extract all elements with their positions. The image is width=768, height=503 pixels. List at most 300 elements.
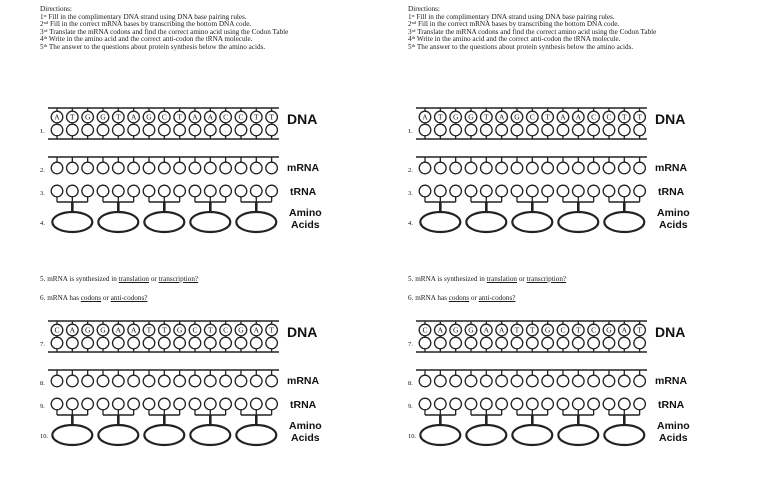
dna-base-letter: A xyxy=(483,325,490,335)
amino-label: Amino xyxy=(289,420,322,432)
dna-base-letter: A xyxy=(207,112,214,122)
mrna-base-circle xyxy=(603,162,615,174)
trna-base-circle xyxy=(266,398,278,410)
dna-base-letter: T xyxy=(484,112,489,122)
trna-base-circle xyxy=(128,185,140,197)
amino-acid-oval xyxy=(144,212,184,232)
amino-acid-oval xyxy=(512,425,552,445)
acids-label: Acids xyxy=(659,432,688,444)
dna-base-letter: A xyxy=(69,325,76,335)
trna-base-circle xyxy=(557,185,569,197)
dna-complement-circle xyxy=(573,337,585,349)
dna-complement-circle xyxy=(481,337,493,349)
amino-acid-oval xyxy=(604,425,644,445)
dna-base-letter: G xyxy=(468,325,474,335)
dna-base-letter: G xyxy=(468,112,474,122)
acids-label: Acids xyxy=(291,432,320,444)
trna-base-circle xyxy=(450,185,462,197)
dna-complement-circle xyxy=(465,124,477,136)
diagram-block-2 xyxy=(40,321,322,445)
amino-acid-oval xyxy=(466,425,506,445)
diagram-block-0 xyxy=(40,108,322,232)
dna-complement-circle xyxy=(128,337,140,349)
dna-complement-circle xyxy=(588,337,600,349)
amino-label: Amino xyxy=(657,207,690,219)
direction-step-3: 3rd Translate the mRNA codons and find the correct amino acid using the Codon Table xyxy=(408,27,657,36)
mrna-label: mRNA xyxy=(287,375,320,387)
dna-complement-circle xyxy=(634,124,646,136)
mrna-base-circle xyxy=(450,162,462,174)
trna-base-circle xyxy=(51,398,63,410)
mrna-base-circle xyxy=(435,162,447,174)
dna-base-letter: G xyxy=(100,112,106,122)
mrna-base-circle xyxy=(82,375,94,387)
amino-acid-oval xyxy=(52,425,92,445)
mrna-base-circle xyxy=(450,375,462,387)
dna-complement-circle xyxy=(128,124,140,136)
mrna-base-circle xyxy=(220,162,232,174)
amino-acid-oval xyxy=(558,425,598,445)
trna-base-circle xyxy=(435,398,447,410)
mrna-base-circle xyxy=(143,162,155,174)
mrna-base-circle xyxy=(235,162,247,174)
trna-base-circle xyxy=(97,398,109,410)
trna-base-circle xyxy=(511,185,523,197)
dna-complement-circle xyxy=(143,337,155,349)
amino-acid-oval xyxy=(98,212,138,232)
trna-base-circle xyxy=(588,185,600,197)
dna-complement-circle xyxy=(113,337,125,349)
dna-base-letter: C xyxy=(192,325,198,335)
dna-complement-circle xyxy=(465,337,477,349)
dna-base-letter: T xyxy=(576,325,581,335)
dna-base-letter: C xyxy=(606,112,612,122)
row-number: 3. xyxy=(408,190,413,197)
dna-complement-circle xyxy=(435,337,447,349)
direction-step-2: 2nd Fill in the correct mRNA bases by transcribing the bottom DNA code. xyxy=(408,20,620,29)
dna-base-letter: G xyxy=(606,325,612,335)
amino-acid-oval xyxy=(190,212,230,232)
dna-complement-circle xyxy=(97,124,109,136)
trna-base-circle xyxy=(97,185,109,197)
row-number: 2. xyxy=(40,167,45,174)
trna-base-circle xyxy=(573,398,585,410)
mrna-base-circle xyxy=(618,375,630,387)
dna-complement-circle xyxy=(220,337,232,349)
dna-base-letter: A xyxy=(54,112,60,122)
dna-complement-circle xyxy=(603,124,615,136)
trna-base-circle xyxy=(603,398,615,410)
trna-base-circle xyxy=(618,398,630,410)
trna-base-circle xyxy=(481,398,493,410)
dna-complement-circle xyxy=(419,337,431,349)
mrna-base-circle xyxy=(51,162,63,174)
mrna-base-circle xyxy=(573,375,585,387)
direction-step-3: 3rd Translate the mRNA codons and find the correct amino acid using the Codon Table xyxy=(40,27,289,36)
dna-complement-circle xyxy=(51,124,63,136)
mrna-base-circle xyxy=(97,375,109,387)
trna-base-circle xyxy=(618,185,630,197)
dna-base-letter: A xyxy=(437,325,444,335)
mrna-base-circle xyxy=(189,375,201,387)
trna-base-circle xyxy=(113,398,125,410)
acids-label: Acids xyxy=(291,219,320,231)
dna-base-letter: C xyxy=(54,325,60,335)
dna-complement-circle xyxy=(542,337,554,349)
dna-base-letter: G xyxy=(176,325,183,335)
trna-base-circle xyxy=(557,398,569,410)
mrna-base-circle xyxy=(250,375,262,387)
mrna-base-circle xyxy=(419,162,431,174)
mrna-base-circle xyxy=(557,162,569,174)
dna-complement-circle xyxy=(557,124,569,136)
dna-base-letter: T xyxy=(438,112,443,122)
trna-base-circle xyxy=(527,398,539,410)
dna-complement-circle xyxy=(618,124,630,136)
row-number: 9. xyxy=(408,403,413,410)
trna-base-circle xyxy=(603,185,615,197)
dna-base-letter: C xyxy=(591,112,597,122)
trna-base-circle xyxy=(419,185,431,197)
mrna-base-circle xyxy=(465,375,477,387)
dna-base-letter: C xyxy=(529,112,535,122)
row-number: 7. xyxy=(40,341,45,348)
dna-base-letter: C xyxy=(223,325,229,335)
dna-complement-circle xyxy=(588,124,600,136)
mrna-base-circle xyxy=(174,375,186,387)
dna-base-letter: T xyxy=(545,112,550,122)
directions-heading: Directions: xyxy=(408,5,440,13)
amino-label: Amino xyxy=(289,207,322,219)
row-number: 9. xyxy=(40,403,45,410)
dna-complement-circle xyxy=(481,124,493,136)
dna-base-letter: T xyxy=(146,325,152,335)
mrna-base-circle xyxy=(220,375,232,387)
amino-acid-oval xyxy=(420,212,460,232)
mrna-base-circle xyxy=(588,375,600,387)
dna-complement-circle xyxy=(266,124,278,136)
dna-base-letter: T xyxy=(637,325,642,335)
directions-heading: Directions: xyxy=(40,5,72,13)
dna-base-letter: G xyxy=(238,325,244,335)
trna-base-circle xyxy=(496,398,508,410)
trna-base-circle xyxy=(465,398,477,410)
trna-label: tRNA xyxy=(658,186,685,198)
diagram-block-1 xyxy=(408,108,690,232)
dna-base-letter: T xyxy=(162,325,167,335)
mrna-base-circle xyxy=(618,162,630,174)
amino-acid-oval xyxy=(558,212,598,232)
dna-complement-circle xyxy=(51,337,63,349)
mrna-base-circle xyxy=(603,375,615,387)
dna-base-letter: A xyxy=(575,112,582,122)
trna-base-circle xyxy=(159,398,171,410)
amino-acid-oval xyxy=(420,425,460,445)
amino-acid-oval xyxy=(52,212,92,232)
mrna-base-circle xyxy=(465,162,477,174)
acids-label: Acids xyxy=(659,219,688,231)
mrna-label: mRNA xyxy=(655,162,688,174)
mrna-base-circle xyxy=(496,162,508,174)
dna-base-letter: A xyxy=(498,112,505,122)
dna-base-letter: T xyxy=(514,325,520,335)
question-6-right: 6. mRNA has codons or anti-codons? xyxy=(408,294,516,302)
mrna-base-circle xyxy=(159,375,171,387)
dna-complement-circle xyxy=(205,124,217,136)
trna-base-circle xyxy=(67,398,79,410)
trna-base-circle xyxy=(205,398,217,410)
dna-complement-circle xyxy=(67,337,79,349)
dna-base-letter: C xyxy=(591,325,597,335)
trna-base-circle xyxy=(143,185,155,197)
row-number: 8. xyxy=(408,380,413,387)
trna-label: tRNA xyxy=(290,186,317,198)
mrna-base-circle xyxy=(97,162,109,174)
dna-complement-circle xyxy=(435,124,447,136)
mrna-base-circle xyxy=(67,162,79,174)
dna-complement-circle xyxy=(174,124,186,136)
dna-base-letter: G xyxy=(452,112,459,122)
dna-base-letter: T xyxy=(637,112,642,122)
dna-base-letter: G xyxy=(452,325,459,335)
trna-base-circle xyxy=(250,398,262,410)
dna-complement-circle xyxy=(189,337,201,349)
row-number: 2. xyxy=(408,167,413,174)
trna-base-circle xyxy=(82,398,94,410)
mrna-base-circle xyxy=(205,375,217,387)
amino-acid-oval xyxy=(236,425,276,445)
mrna-label: mRNA xyxy=(655,375,688,387)
trna-base-circle xyxy=(542,185,554,197)
mrna-base-circle xyxy=(67,375,79,387)
dna-complement-circle xyxy=(618,337,630,349)
trna-base-circle xyxy=(435,185,447,197)
trna-label: tRNA xyxy=(658,399,685,411)
trna-base-circle xyxy=(51,185,63,197)
trna-base-circle xyxy=(634,398,646,410)
dna-complement-circle xyxy=(557,337,569,349)
trna-base-circle xyxy=(588,398,600,410)
direction-step-2: 2nd Fill in the correct mRNA bases by transcribing the bottom DNA code. xyxy=(40,20,252,29)
row-number: 4. xyxy=(40,220,45,227)
dna-complement-circle xyxy=(634,337,646,349)
dna-base-letter: G xyxy=(100,325,106,335)
dna-complement-circle xyxy=(235,337,247,349)
trna-base-circle xyxy=(235,185,247,197)
amino-acid-oval xyxy=(236,212,276,232)
dna-label: DNA xyxy=(655,324,686,340)
direction-step-4: 4th Write in the amino acid and the correct anti-codon the tRNA molecule. xyxy=(408,35,621,44)
amino-acid-oval xyxy=(466,212,506,232)
dna-base-letter: G xyxy=(84,325,91,335)
dna-complement-circle xyxy=(189,124,201,136)
question-6-left: 6. mRNA has codons or anti-codons? xyxy=(40,294,148,302)
mrna-base-circle xyxy=(205,162,217,174)
dna-base-letter: A xyxy=(192,112,198,122)
diagram-block-3 xyxy=(408,321,690,445)
dna-base-letter: T xyxy=(269,112,274,122)
dna-base-letter: T xyxy=(269,325,274,335)
dna-label: DNA xyxy=(287,324,318,340)
dna-complement-circle xyxy=(143,124,155,136)
dna-complement-circle xyxy=(113,124,125,136)
mrna-base-circle xyxy=(542,375,554,387)
dna-base-letter: A xyxy=(130,112,137,122)
trna-base-circle xyxy=(419,398,431,410)
mrna-base-circle xyxy=(235,375,247,387)
trna-label: tRNA xyxy=(290,399,317,411)
mrna-base-circle xyxy=(511,162,523,174)
dna-complement-circle xyxy=(511,337,523,349)
amino-label: Amino xyxy=(657,420,690,432)
row-number: 3. xyxy=(40,190,45,197)
dna-base-letter: T xyxy=(208,325,213,335)
trna-base-circle xyxy=(220,185,232,197)
dna-complement-circle xyxy=(527,124,539,136)
amino-acid-oval xyxy=(98,425,138,445)
dna-base-letter: C xyxy=(560,325,566,335)
question-5-right: 5. mRNA is synthesized in translation or transcription? xyxy=(408,275,567,283)
amino-acid-oval xyxy=(604,212,644,232)
dna-complement-circle xyxy=(250,124,262,136)
trna-base-circle xyxy=(220,398,232,410)
dna-base-letter: A xyxy=(115,325,122,335)
row-number: 8. xyxy=(40,380,45,387)
dna-base-letter: G xyxy=(544,325,551,335)
dna-complement-circle xyxy=(159,337,171,349)
mrna-base-circle xyxy=(266,375,278,387)
dna-base-letter: A xyxy=(621,325,628,335)
dna-base-letter: A xyxy=(422,112,428,122)
direction-step-1: 1st Fill in the complimentary DNA strand using DNA base pairing rules. xyxy=(408,12,615,21)
mrna-base-circle xyxy=(113,162,125,174)
dna-base-letter: A xyxy=(560,112,566,122)
mrna-base-circle xyxy=(189,162,201,174)
dna-complement-circle xyxy=(266,337,278,349)
mrna-base-circle xyxy=(527,375,539,387)
direction-step-5: 5th The answer to the questions about protein synthesis below the amino acids. xyxy=(40,42,266,51)
dna-base-letter: A xyxy=(130,325,137,335)
mrna-base-circle xyxy=(527,162,539,174)
dna-label: DNA xyxy=(287,111,318,127)
trna-base-circle xyxy=(511,398,523,410)
dna-complement-circle xyxy=(603,337,615,349)
dna-complement-circle xyxy=(174,337,186,349)
trna-base-circle xyxy=(496,185,508,197)
trna-base-circle xyxy=(250,185,262,197)
dna-base-letter: A xyxy=(253,325,260,335)
trna-base-circle xyxy=(450,398,462,410)
row-number: 7. xyxy=(408,341,413,348)
dna-base-letter: C xyxy=(238,112,244,122)
question-5-left: 5. mRNA is synthesized in translation or transcription? xyxy=(40,275,199,283)
trna-base-circle xyxy=(143,398,155,410)
trna-base-circle xyxy=(174,398,186,410)
dna-complement-circle xyxy=(235,124,247,136)
dna-base-letter: T xyxy=(621,112,627,122)
dna-base-letter: C xyxy=(223,112,229,122)
dna-base-letter: A xyxy=(498,325,505,335)
trna-base-circle xyxy=(174,185,186,197)
dna-complement-circle xyxy=(82,337,94,349)
dna-complement-circle xyxy=(496,337,508,349)
mrna-base-circle xyxy=(143,375,155,387)
dna-complement-circle xyxy=(205,337,217,349)
direction-step-5: 5th The answer to the questions about protein synthesis below the amino acids. xyxy=(408,42,634,51)
direction-step-4: 4th Write in the amino acid and the correct anti-codon the tRNA molecule. xyxy=(40,35,253,44)
dna-base-letter: C xyxy=(422,325,428,335)
dna-base-letter: T xyxy=(70,112,75,122)
trna-base-circle xyxy=(159,185,171,197)
mrna-base-circle xyxy=(511,375,523,387)
mrna-base-circle xyxy=(82,162,94,174)
dna-complement-circle xyxy=(450,337,462,349)
mrna-base-circle xyxy=(542,162,554,174)
dna-base-letter: G xyxy=(146,112,152,122)
dna-complement-circle xyxy=(542,124,554,136)
trna-base-circle xyxy=(235,398,247,410)
dna-base-letter: T xyxy=(177,112,182,122)
dna-base-letter: T xyxy=(116,112,121,122)
dna-complement-circle xyxy=(419,124,431,136)
direction-step-1: 1st Fill in the complimentary DNA strand using DNA base pairing rules. xyxy=(40,12,247,21)
dna-complement-circle xyxy=(250,337,262,349)
mrna-base-circle xyxy=(588,162,600,174)
dna-base-letter: G xyxy=(84,112,91,122)
dna-complement-circle xyxy=(511,124,523,136)
dna-complement-circle xyxy=(159,124,171,136)
mrna-base-circle xyxy=(51,375,63,387)
row-number: 10. xyxy=(40,433,49,440)
trna-base-circle xyxy=(527,185,539,197)
row-number: 4. xyxy=(408,220,413,227)
mrna-base-circle xyxy=(128,162,140,174)
trna-base-circle xyxy=(67,185,79,197)
trna-base-circle xyxy=(481,185,493,197)
mrna-base-circle xyxy=(250,162,262,174)
mrna-base-circle xyxy=(481,162,493,174)
dna-complement-circle xyxy=(82,124,94,136)
row-number: 10. xyxy=(408,433,417,440)
trna-base-circle xyxy=(113,185,125,197)
dna-label: DNA xyxy=(655,111,686,127)
amino-acid-oval xyxy=(512,212,552,232)
trna-base-circle xyxy=(205,185,217,197)
trna-base-circle xyxy=(128,398,140,410)
mrna-base-circle xyxy=(634,162,646,174)
dna-complement-circle xyxy=(67,124,79,136)
mrna-base-circle xyxy=(496,375,508,387)
trna-base-circle xyxy=(189,398,201,410)
row-number: 1. xyxy=(408,128,413,135)
amino-acid-oval xyxy=(190,425,230,445)
mrna-base-circle xyxy=(128,375,140,387)
trna-base-circle xyxy=(634,185,646,197)
trna-base-circle xyxy=(266,185,278,197)
trna-base-circle xyxy=(542,398,554,410)
mrna-base-circle xyxy=(113,375,125,387)
dna-base-letter: G xyxy=(514,112,520,122)
dna-base-letter: T xyxy=(253,112,259,122)
mrna-base-circle xyxy=(557,375,569,387)
row-number: 1. xyxy=(40,128,45,135)
mrna-base-circle xyxy=(481,375,493,387)
trna-base-circle xyxy=(465,185,477,197)
dna-complement-circle xyxy=(220,124,232,136)
dna-complement-circle xyxy=(527,337,539,349)
dna-complement-circle xyxy=(573,124,585,136)
mrna-base-circle xyxy=(266,162,278,174)
